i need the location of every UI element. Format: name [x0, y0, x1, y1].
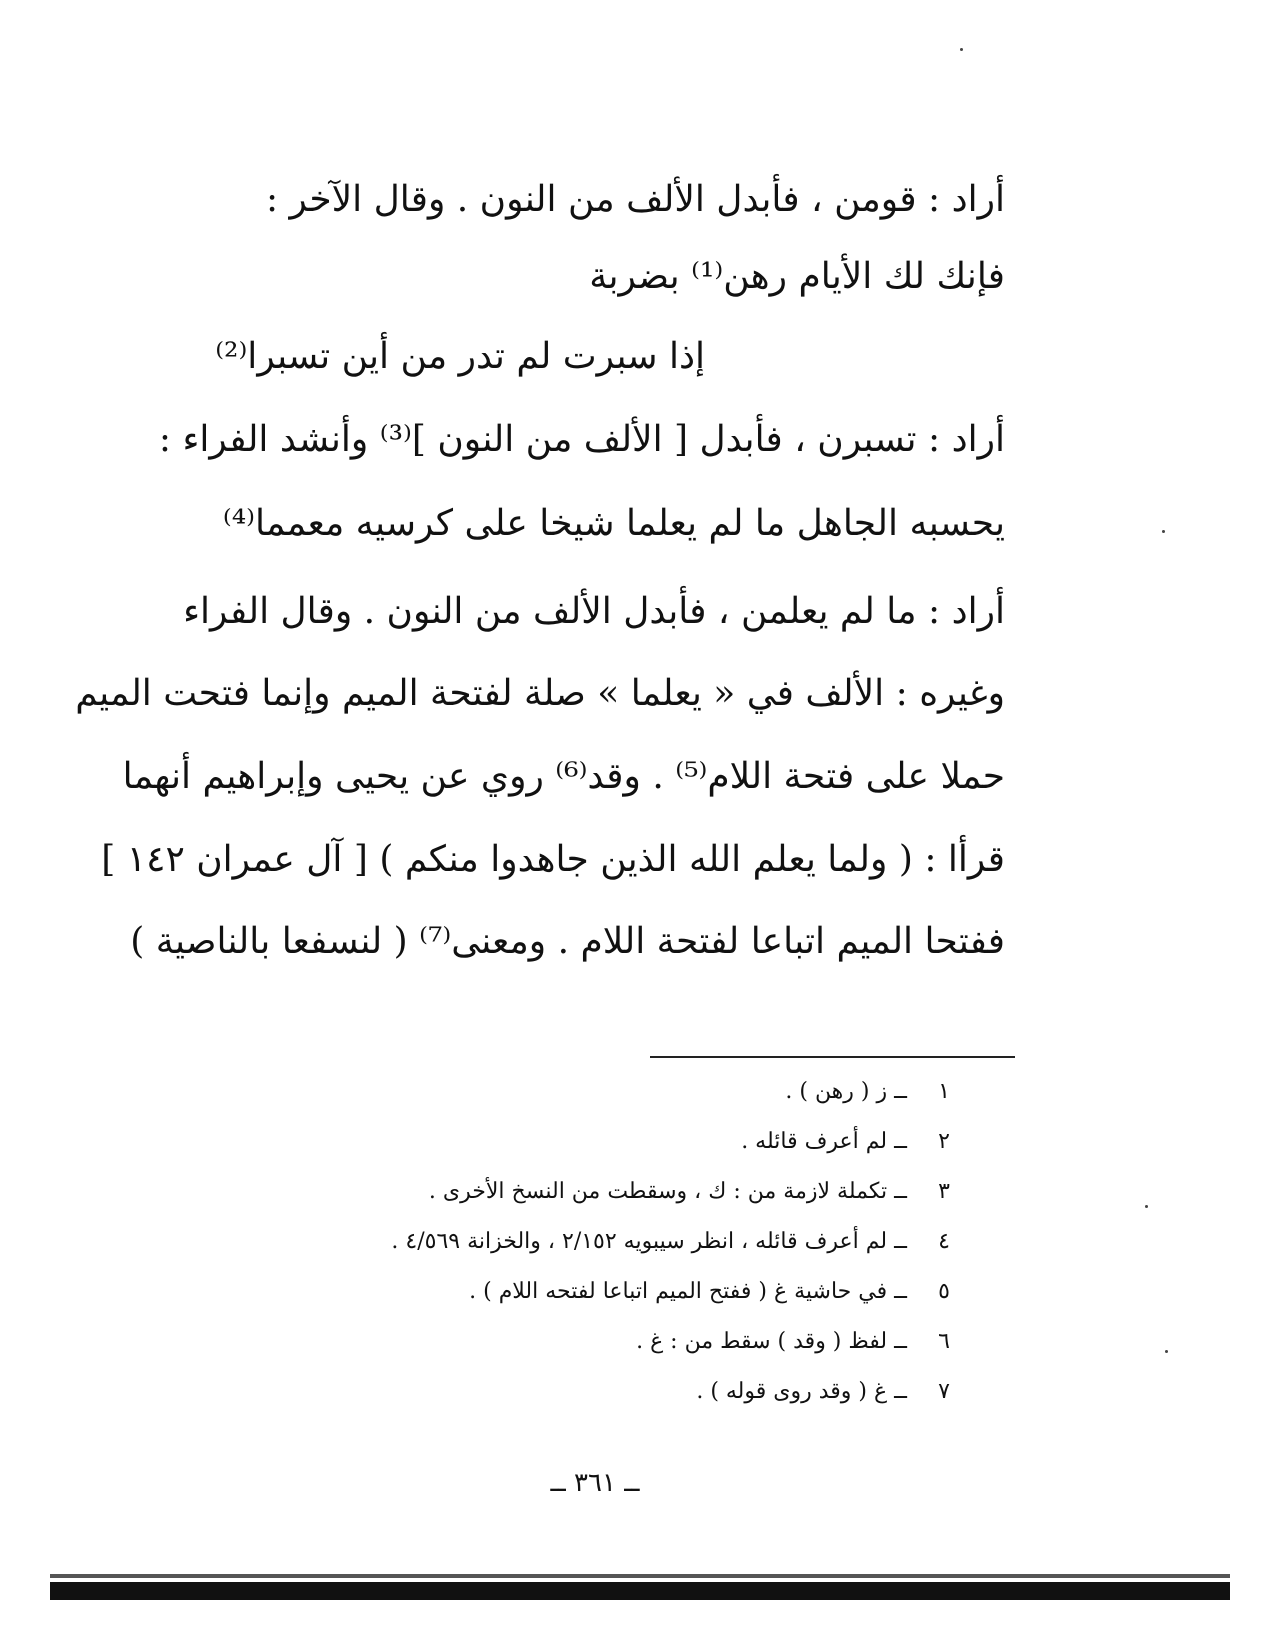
text-line-5: حملا على فتحة اللام⁽⁵⁾ . وقد⁽⁶⁾ روي عن يحيى وإبراهيم أنهما: [122, 756, 1005, 797]
scan-edge-bar: [50, 1582, 1230, 1600]
text-line-1: أراد : قومن ، فأبدل الألف من النون . وقال الآخر :: [265, 179, 1005, 220]
footnote-number: ٦: [938, 1329, 950, 1354]
footnotes: [210, 1078, 950, 1428]
scan-speck: [1165, 1350, 1168, 1353]
footnote-text: ــ ز ( رهن ) .: [785, 1079, 907, 1104]
footnote-number: ٢: [938, 1129, 950, 1154]
footnote-text: ــ غ ( وقد روى قوله ) .: [696, 1379, 907, 1404]
verse-line-1: فإنك لك الأيام رهن⁽¹⁾ بضربة: [589, 256, 1005, 297]
footnote-item: [210, 1328, 950, 1378]
text-line-2: أراد : تسبرن ، فأبدل [ الألف من النون ]⁽³⁾ وأنشد الفراء :: [158, 419, 1005, 460]
footnote-number: ٥: [938, 1279, 950, 1304]
scan-speck: [1145, 1205, 1148, 1208]
footnote-number: ١: [938, 1079, 950, 1104]
footnote-item: [210, 1178, 950, 1228]
footnote-item: [210, 1078, 950, 1128]
scan-speck: [960, 48, 963, 51]
footnote-item: [210, 1228, 950, 1278]
footnote-item: [210, 1278, 950, 1328]
footnote-text: ــ لفظ ( وقد ) سقط من : غ .: [636, 1329, 907, 1354]
scan-speck: [1162, 530, 1165, 533]
scan-edge-line: [50, 1574, 1230, 1578]
footnote-number: ٤: [938, 1229, 950, 1254]
footnote-text: ــ لم أعرف قائله ، انظر سيبويه ٢/١٥٢ ، والخزانة ٤/٥٦٩ .: [391, 1229, 907, 1254]
footnote-separator: [650, 1056, 1015, 1058]
verse-line-2: إذا سبرت لم تدر من أين تسبرا⁽²⁾: [215, 336, 705, 377]
text-line-4: وغيره : الألف في « يعلما » صلة لفتحة الميم وإنما فتحت الميم: [75, 673, 1005, 714]
footnote-number: ٣: [938, 1179, 950, 1204]
verse-line-3: يحسبه الجاهل ما لم يعلما شيخا على كرسيه معمما⁽⁴⁾: [222, 503, 1005, 544]
footnote-item: [210, 1378, 950, 1428]
footnote-number: ٧: [938, 1379, 950, 1404]
page-number: ــ ٣٦١ ــ: [550, 1468, 640, 1498]
footnote-text: ــ لم أعرف قائله .: [741, 1129, 907, 1154]
footnote-item: [210, 1128, 950, 1178]
text-line-7: ففتحا الميم اتباعا لفتحة اللام . ومعنى⁽⁷⁾ ( لنسفعا بالناصية ): [130, 921, 1005, 962]
footnote-text: ــ في حاشية غ ( ففتح الميم اتباعا لفتحه اللام ) .: [469, 1279, 907, 1304]
text-line-3: أراد : ما لم يعلمن ، فأبدل الألف من النون . وقال الفراء: [183, 591, 1005, 632]
footnote-text: ــ تكملة لازمة من : ك ، وسقطت من النسخ الأخرى .: [428, 1179, 907, 1204]
text-line-6: قرأا : ( ولما يعلم الله الذين جاهدوا منكم ) [ آل عمران ١٤٢ ]: [101, 839, 1005, 880]
